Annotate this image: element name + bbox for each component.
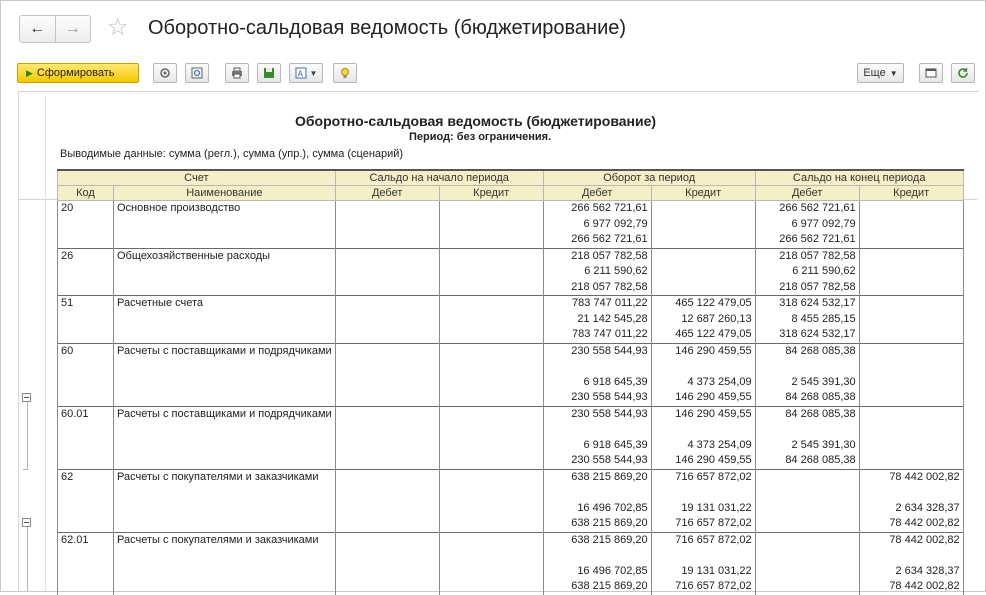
amount-value bbox=[655, 280, 752, 296]
turn-credit-cell[interactable] bbox=[651, 201, 755, 249]
turn-debit-cell[interactable] bbox=[543, 406, 651, 469]
variant-settings-icon[interactable] bbox=[185, 63, 209, 83]
turn-credit-cell[interactable] bbox=[651, 343, 755, 406]
account-name-cell[interactable]: Расчетные счета bbox=[114, 296, 336, 344]
account-code-cell[interactable]: 62.01 bbox=[58, 532, 114, 595]
table-row bbox=[58, 343, 964, 406]
amount-value: 2 545 391,30 bbox=[791, 438, 856, 451]
amount-value bbox=[759, 359, 856, 375]
table-row bbox=[58, 406, 964, 469]
table-row bbox=[58, 296, 964, 344]
amount-value: 783 747 011,22 bbox=[572, 328, 648, 340]
collapse-group-icon[interactable] bbox=[22, 393, 31, 402]
settings-gear-icon[interactable] bbox=[153, 63, 177, 83]
svg-text:A: A bbox=[297, 69, 303, 79]
turn-debit-cell[interactable] bbox=[543, 343, 651, 406]
amount-value: 638 215 869,20 bbox=[571, 517, 648, 529]
header-turnover-debit: Дебет bbox=[543, 186, 651, 201]
opening-credit-cell[interactable] bbox=[439, 406, 543, 469]
account-code-cell[interactable]: 26 bbox=[58, 248, 114, 296]
amount-value bbox=[655, 232, 752, 248]
amount-value: 84 268 085,38 bbox=[785, 344, 856, 357]
amount-value: 6 918 645,39 bbox=[583, 438, 648, 451]
close-debit-cell[interactable] bbox=[755, 248, 859, 296]
amount-value bbox=[863, 422, 960, 438]
group-end-line bbox=[23, 469, 28, 470]
amount-value: 716 657 872,02 bbox=[675, 470, 752, 483]
refresh-icon[interactable] bbox=[951, 63, 975, 83]
amount-value: 2 634 328,37 bbox=[895, 501, 960, 514]
opening-debit-cell[interactable] bbox=[335, 469, 439, 532]
amount-value bbox=[547, 485, 648, 501]
opening-credit-cell[interactable] bbox=[439, 201, 543, 249]
navigation-buttons bbox=[19, 15, 91, 43]
amount-value: 146 290 459,55 bbox=[675, 344, 752, 357]
amount-value bbox=[547, 422, 648, 438]
amount-value: 266 562 721,61 bbox=[779, 202, 856, 214]
amount-value: 465 122 479,05 bbox=[675, 297, 752, 309]
amount-value bbox=[547, 359, 648, 375]
amount-value bbox=[863, 359, 960, 375]
amount-value: 465 122 479,05 bbox=[675, 328, 752, 340]
header-code: Код bbox=[58, 186, 114, 201]
header-closing-balance: Сальдо на конец периода bbox=[755, 170, 963, 186]
favorite-star-icon[interactable]: ☆ bbox=[107, 14, 129, 41]
amount-value bbox=[863, 548, 960, 564]
close-debit-cell[interactable] bbox=[755, 469, 859, 532]
amount-value: 230 558 544,93 bbox=[571, 344, 648, 357]
opening-credit-cell[interactable] bbox=[439, 469, 543, 532]
amount-value: 266 562 721,61 bbox=[571, 202, 648, 214]
account-code-cell[interactable]: 51 bbox=[58, 296, 114, 344]
amount-value: 218 057 782,58 bbox=[779, 249, 856, 262]
amount-value: 19 131 031,22 bbox=[681, 564, 752, 577]
amount-value: 6 211 590,62 bbox=[584, 265, 648, 277]
header-name: Наименование bbox=[114, 186, 336, 201]
opening-credit-cell[interactable] bbox=[439, 343, 543, 406]
group-line bbox=[27, 526, 28, 591]
amount-value: 78 442 002,82 bbox=[889, 470, 960, 483]
header-opening-debit: Дебет bbox=[335, 186, 439, 201]
amount-value: 6 918 645,39 bbox=[583, 375, 648, 388]
turn-debit-cell[interactable] bbox=[543, 469, 651, 532]
turn-debit-cell[interactable] bbox=[543, 248, 651, 296]
amount-value bbox=[863, 407, 960, 423]
header-closing-debit: Дебет bbox=[755, 186, 859, 201]
account-name-cell[interactable]: Общехозяйственные расходы bbox=[114, 248, 336, 296]
amount-value bbox=[655, 201, 752, 217]
amount-value: 4 373 254,09 bbox=[687, 438, 752, 451]
amount-value: 146 290 459,55 bbox=[675, 391, 752, 403]
opening-debit-cell[interactable] bbox=[335, 296, 439, 344]
group-line bbox=[27, 401, 28, 469]
table-row bbox=[58, 248, 964, 296]
header-closing-credit: Кредит bbox=[859, 186, 963, 201]
amount-value: 6 977 092,79 bbox=[791, 217, 856, 230]
amount-value bbox=[655, 217, 752, 233]
play-icon: ▶ bbox=[26, 67, 33, 78]
close-debit-cell[interactable] bbox=[755, 406, 859, 469]
header-turnover-credit: Кредит bbox=[651, 186, 755, 201]
amount-value: 78 442 002,82 bbox=[889, 517, 960, 529]
print-icon[interactable] bbox=[225, 63, 249, 83]
amount-value bbox=[863, 296, 960, 312]
close-debit-cell[interactable] bbox=[755, 296, 859, 344]
turn-credit-cell[interactable] bbox=[651, 248, 755, 296]
close-credit-cell[interactable] bbox=[859, 248, 963, 296]
amount-value: 2 545 391,30 bbox=[791, 375, 856, 388]
amount-value: 230 558 544,93 bbox=[571, 407, 648, 420]
turn-credit-cell[interactable] bbox=[651, 469, 755, 532]
amount-value: 218 057 782,58 bbox=[571, 280, 648, 293]
amount-value bbox=[863, 390, 960, 406]
amount-value bbox=[759, 485, 856, 501]
opening-debit-cell[interactable] bbox=[335, 201, 439, 249]
amount-value: 8 455 285,15 bbox=[791, 312, 856, 325]
chevron-down-icon: ▼ bbox=[309, 68, 318, 78]
turn-credit-cell[interactable] bbox=[651, 532, 755, 595]
amount-value bbox=[655, 485, 752, 501]
more-menu-button[interactable] bbox=[857, 63, 904, 83]
amount-value bbox=[655, 422, 752, 438]
turn-credit-cell[interactable] bbox=[651, 296, 755, 344]
amount-value bbox=[759, 564, 856, 580]
amount-value bbox=[759, 579, 856, 595]
opening-credit-cell[interactable] bbox=[439, 248, 543, 296]
amount-value: 266 562 721,61 bbox=[779, 233, 856, 245]
opening-debit-cell[interactable] bbox=[335, 343, 439, 406]
amount-value: 6 211 590,62 bbox=[792, 265, 856, 277]
lightbulb-icon[interactable] bbox=[333, 63, 357, 83]
amount-value: 21 142 545,28 bbox=[577, 312, 648, 325]
amount-value bbox=[759, 548, 856, 564]
report-output-data: Выводимые данные: сумма (регл.), сумма (упр.), сумма (сценарий) bbox=[60, 148, 404, 160]
header-opening-credit: Кредит bbox=[439, 186, 543, 201]
amount-value: 78 442 002,82 bbox=[889, 533, 960, 546]
report-title: Оборотно-сальдовая ведомость (бюджетирование) bbox=[295, 113, 657, 129]
amount-value: 146 290 459,55 bbox=[675, 454, 752, 466]
amount-value bbox=[863, 375, 960, 391]
report-table bbox=[57, 169, 964, 595]
amount-value: 16 496 702,85 bbox=[577, 564, 648, 577]
amount-value bbox=[759, 422, 856, 438]
amount-value bbox=[547, 548, 648, 564]
amount-value: 84 268 085,38 bbox=[785, 391, 856, 403]
amount-value bbox=[863, 438, 960, 454]
table-row bbox=[58, 201, 964, 249]
amount-value bbox=[759, 501, 856, 517]
amount-value: 146 290 459,55 bbox=[675, 407, 752, 420]
amount-value: 19 131 031,22 bbox=[681, 501, 752, 514]
account-code-cell[interactable]: 60 bbox=[58, 343, 114, 406]
amount-value bbox=[863, 280, 960, 296]
account-code-cell[interactable]: 62 bbox=[58, 469, 114, 532]
report-period: Период: без ограничения. bbox=[409, 131, 552, 143]
amount-value: 2 634 328,37 bbox=[895, 564, 960, 577]
format-dropdown[interactable] bbox=[289, 63, 323, 83]
amount-value: 318 624 532,17 bbox=[779, 297, 856, 309]
amount-value bbox=[863, 249, 960, 265]
turn-debit-cell[interactable] bbox=[543, 296, 651, 344]
amount-value bbox=[863, 217, 960, 233]
account-code-cell[interactable]: 60.01 bbox=[58, 406, 114, 469]
amount-value bbox=[655, 264, 752, 280]
more-label: Еще bbox=[863, 67, 886, 79]
opening-debit-cell[interactable] bbox=[335, 406, 439, 469]
account-name-cell[interactable]: Расчеты с поставщиками и подрядчиками bbox=[114, 406, 336, 469]
amount-value bbox=[759, 533, 856, 549]
close-credit-cell[interactable] bbox=[859, 469, 963, 532]
amount-value: 230 558 544,93 bbox=[571, 391, 648, 403]
amount-value: 230 558 544,93 bbox=[571, 454, 648, 466]
amount-value: 318 624 532,17 bbox=[779, 328, 856, 340]
close-credit-cell[interactable] bbox=[859, 343, 963, 406]
amount-value: 84 268 085,38 bbox=[785, 407, 856, 420]
amount-value bbox=[863, 327, 960, 343]
header-turnover: Оборот за период bbox=[543, 170, 755, 186]
amount-value bbox=[759, 516, 856, 532]
generate-button[interactable] bbox=[17, 63, 139, 83]
collapse-group-icon[interactable] bbox=[22, 518, 31, 527]
amount-value: 6 977 092,79 bbox=[583, 217, 648, 230]
header-account: Счет bbox=[58, 170, 336, 186]
amount-value bbox=[863, 264, 960, 280]
opening-debit-cell[interactable] bbox=[335, 532, 439, 595]
amount-value bbox=[655, 548, 752, 564]
account-name-cell[interactable]: Расчеты с покупателями и заказчиками bbox=[114, 469, 336, 532]
amount-value: 716 657 872,02 bbox=[675, 533, 752, 546]
amount-value: 84 268 085,38 bbox=[785, 454, 856, 466]
account-code-cell[interactable]: 20 bbox=[58, 201, 114, 249]
amount-value bbox=[863, 232, 960, 248]
window-title: Оборотно-сальдовая ведомость (бюджетирование) bbox=[148, 17, 627, 39]
amount-value bbox=[863, 201, 960, 217]
close-debit-cell[interactable] bbox=[755, 532, 859, 595]
amount-value bbox=[863, 344, 960, 360]
amount-value: 783 747 011,22 bbox=[572, 297, 648, 309]
opening-credit-cell[interactable] bbox=[439, 532, 543, 595]
opening-credit-cell[interactable] bbox=[439, 296, 543, 344]
window-layout-icon[interactable] bbox=[919, 63, 943, 83]
close-credit-cell[interactable] bbox=[859, 406, 963, 469]
turn-debit-cell[interactable] bbox=[543, 532, 651, 595]
amount-value: 638 215 869,20 bbox=[571, 533, 648, 546]
back-arrow-icon[interactable]: ← bbox=[29, 20, 46, 37]
amount-value bbox=[655, 249, 752, 265]
account-name-cell[interactable]: Основное производство bbox=[114, 201, 336, 249]
table-row bbox=[58, 532, 964, 595]
amount-value: 4 373 254,09 bbox=[687, 375, 752, 388]
amount-value: 218 057 782,58 bbox=[571, 249, 648, 262]
close-credit-cell[interactable] bbox=[859, 296, 963, 344]
amount-value bbox=[863, 485, 960, 501]
amount-value: 638 215 869,20 bbox=[571, 580, 648, 592]
chevron-down-icon: ▼ bbox=[889, 68, 898, 78]
amount-value: 12 687 260,13 bbox=[681, 312, 752, 325]
turn-debit-cell[interactable] bbox=[543, 201, 651, 249]
amount-value: 218 057 782,58 bbox=[779, 280, 856, 293]
amount-value bbox=[655, 359, 752, 375]
amount-value: 266 562 721,61 bbox=[571, 233, 648, 245]
account-name-cell[interactable]: Расчеты с поставщиками и подрядчиками bbox=[114, 343, 336, 406]
amount-value bbox=[759, 470, 856, 486]
account-name-cell[interactable]: Расчеты с покупателями и заказчиками bbox=[114, 532, 336, 595]
row-header-border bbox=[45, 96, 46, 591]
amount-value: 638 215 869,20 bbox=[571, 470, 648, 483]
header-opening-balance: Сальдо на начало периода bbox=[335, 170, 543, 186]
save-icon[interactable] bbox=[257, 63, 281, 83]
amount-value bbox=[863, 453, 960, 469]
amount-value bbox=[863, 312, 960, 328]
report-body bbox=[58, 201, 964, 595]
close-debit-cell[interactable] bbox=[755, 201, 859, 249]
generate-button-label: Сформировать bbox=[36, 67, 115, 79]
amount-value: 716 657 872,02 bbox=[675, 580, 752, 592]
close-credit-cell[interactable] bbox=[859, 532, 963, 595]
table-row bbox=[58, 469, 964, 532]
amount-value: 716 657 872,02 bbox=[675, 517, 752, 529]
forward-arrow-icon[interactable]: → bbox=[55, 16, 91, 42]
close-credit-cell[interactable] bbox=[859, 201, 963, 249]
close-debit-cell[interactable] bbox=[755, 343, 859, 406]
turn-credit-cell[interactable] bbox=[651, 406, 755, 469]
amount-value: 16 496 702,85 bbox=[577, 501, 648, 514]
opening-debit-cell[interactable] bbox=[335, 248, 439, 296]
amount-value: 78 442 002,82 bbox=[889, 580, 960, 592]
